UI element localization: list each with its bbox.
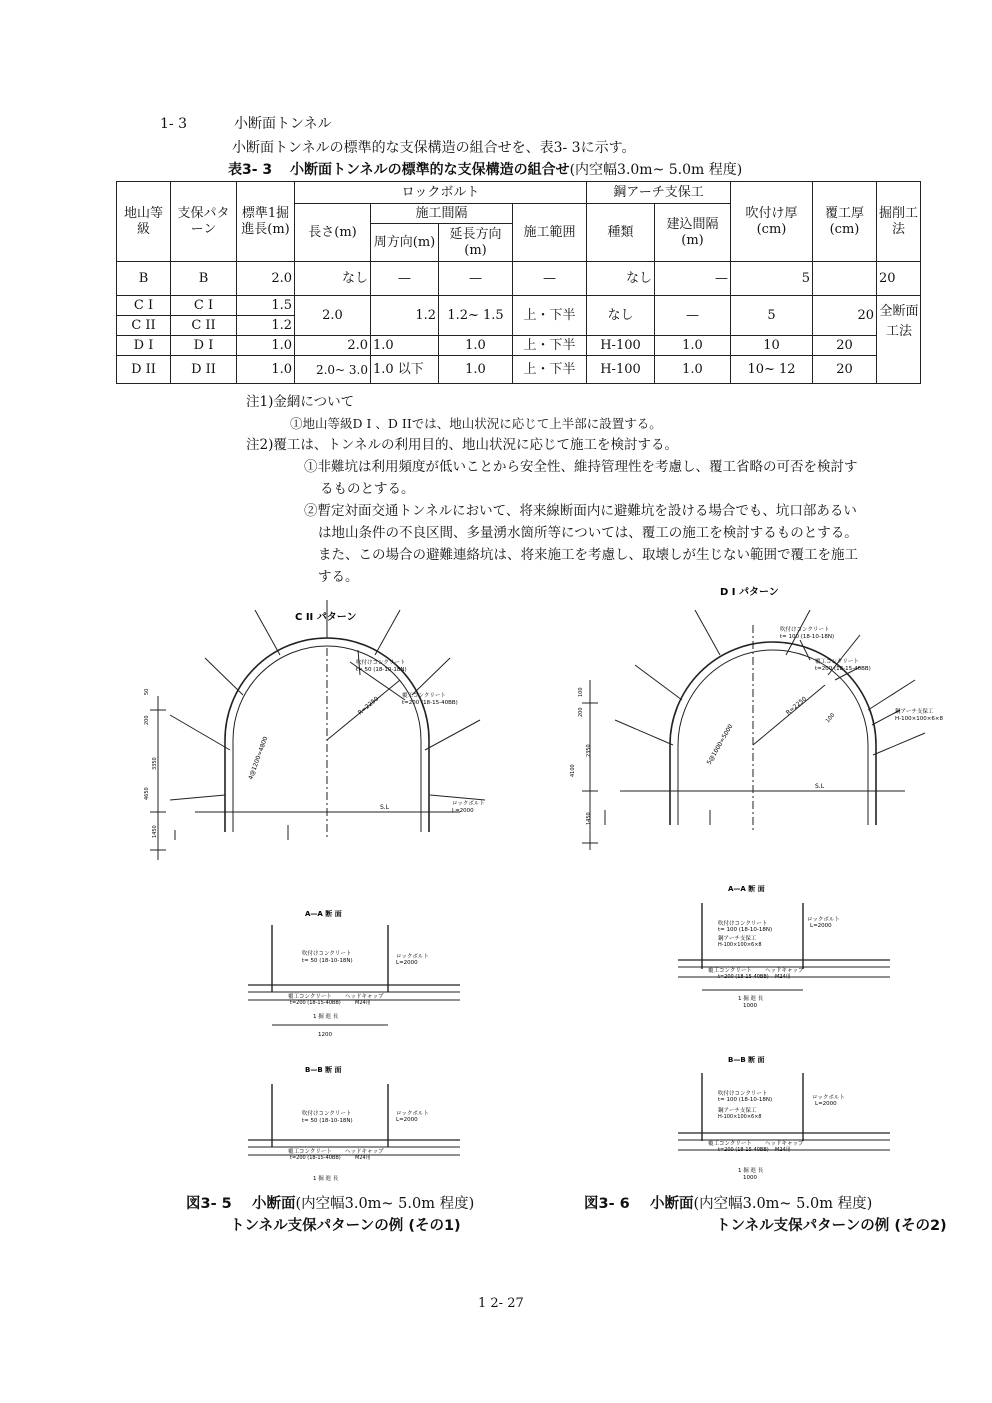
header-grade: 地山等級 bbox=[117, 182, 171, 262]
drawing-c2-pattern bbox=[130, 600, 560, 1190]
svg-text:鋼アーチ支保工: 鋼アーチ支保工 bbox=[718, 936, 757, 942]
svg-text:4650: 4650 bbox=[144, 787, 150, 800]
note-2-item2d: する。 bbox=[318, 569, 359, 585]
label-bolt-l: L=2000 bbox=[452, 808, 474, 814]
label-lining: 覆工コンクリート bbox=[402, 693, 446, 699]
note-1-title: 注1)金網について bbox=[246, 394, 355, 410]
svg-text:100: 100 bbox=[578, 687, 584, 697]
drawing-title: D I パターン bbox=[720, 587, 779, 598]
svg-text:1000: 1000 bbox=[743, 1003, 757, 1009]
header-lining: 覆工厚(cm) bbox=[813, 182, 877, 262]
header-pattern: 支保パターン bbox=[171, 182, 237, 262]
svg-text:H-100×100×6×8: H-100×100×6×8 bbox=[718, 942, 762, 948]
svg-text:t= 100 (18-10-18N): t= 100 (18-10-18N) bbox=[780, 634, 835, 640]
note-2-item2b: は地山条件の不良区間、多量湧水箇所等については、覆工の施工を検討するものとする。 bbox=[318, 525, 858, 541]
drawing-title: C II パターン bbox=[295, 612, 357, 623]
svg-text:ロックボルト: ロックボルト bbox=[812, 1095, 845, 1101]
svg-text:L=2000: L=2000 bbox=[815, 1101, 837, 1107]
svg-text:t= 100 (18-10-18N): t= 100 (18-10-18N) bbox=[718, 927, 773, 933]
svg-text:t=200 (18-15-40BB): t=200 (18-15-40BB) bbox=[718, 1147, 769, 1153]
header-advance: 標準1掘進長(m) bbox=[237, 182, 295, 262]
svg-text:t=200 (18-15-40BB): t=200 (18-15-40BB) bbox=[290, 1155, 341, 1161]
note-2-item2c: また、この場合の避難連絡坑は、将来施工を考慮し、取壊しが生じない範囲で覆工を施工 bbox=[318, 547, 858, 563]
svg-text:t=200 (18-15-40BB): t=200 (18-15-40BB) bbox=[718, 974, 769, 980]
svg-text:吹付けコンクリート: 吹付けコンクリート bbox=[780, 627, 830, 633]
svg-text:100: 100 bbox=[824, 712, 837, 725]
table-row: D I D I 1.0 2.0 1.0 1.0 上・下半 H-100 1.0 10 20 bbox=[117, 336, 921, 356]
svg-text:2350: 2350 bbox=[586, 744, 592, 757]
label-radius: R=2250 bbox=[356, 695, 381, 717]
header-range: 施工範囲 bbox=[513, 204, 587, 262]
svg-text:R=2250: R=2250 bbox=[784, 695, 809, 717]
note-1-item: ①地山等級D I 、D IIでは、地山状況に応じて上半部に設置する。 bbox=[290, 416, 662, 431]
svg-text:鋼アーチ支保工: 鋼アーチ支保工 bbox=[895, 709, 934, 715]
svg-text:覆工コンクリート: 覆工コンクリート bbox=[288, 994, 332, 1000]
svg-text:M24用: M24用 bbox=[775, 1147, 791, 1153]
svg-text:t=200 (18-15-40BB): t=200 (18-15-40BB) bbox=[815, 666, 871, 672]
note-2-item1a: ①非難坑は利用頻度が低いことから安全性、維持管理性を考慮し、覆工省略の可否を検討す bbox=[304, 459, 858, 475]
table-row: D II D II 1.0 2.0~ 3.0 1.0 以下 1.0 上・下半 H-100 1.0 10~ 12 20 bbox=[117, 356, 921, 384]
svg-text:L=2000: L=2000 bbox=[810, 923, 832, 929]
svg-text:ヘッドキャップ: ヘッドキャップ bbox=[765, 968, 804, 974]
header-steel-spacing: 建込間隔(m) bbox=[655, 204, 731, 262]
svg-text:M24用: M24用 bbox=[355, 1000, 371, 1006]
section-aa-title: A—A 断 面 bbox=[305, 910, 342, 918]
section-bb-title: B—B 断 面 bbox=[305, 1066, 342, 1074]
header-steel-arch: 鋼アーチ支保工 bbox=[587, 182, 731, 204]
svg-text:t=200 (18-15-40BB): t=200 (18-15-40BB) bbox=[290, 1000, 341, 1006]
label-bolt: ロックボルト bbox=[452, 801, 485, 807]
svg-text:L=2000: L=2000 bbox=[396, 1117, 418, 1123]
svg-text:ヘッドキャップ: ヘッドキャップ bbox=[345, 1149, 384, 1155]
svg-text:t= 50 (18-10-18N): t= 50 (18-10-18N) bbox=[302, 1118, 353, 1124]
page-number: 1 2- 27 bbox=[478, 1296, 524, 1311]
header-circ: 周方向(m) bbox=[371, 224, 439, 262]
svg-text:200: 200 bbox=[578, 707, 584, 717]
fig-right-caption: 図3- 6 小断面(内空幅3.0m~ 5.0m 程度) bbox=[584, 1196, 873, 1212]
fig-left-subcaption: トンネル支保パターンの例 (その1) bbox=[230, 1218, 461, 1234]
table-row: C I C I 1.5 2.0 1.2 1.2~ 1.5 上・下半 なし — 5 20 全断面工法 bbox=[117, 296, 921, 316]
svg-text:ロックボルト: ロックボルト bbox=[396, 954, 429, 960]
note-2-item1b: るものとする。 bbox=[320, 481, 415, 497]
table-caption bbox=[228, 160, 742, 180]
table-row: B B 2.0 なし — — — なし — 5 20 bbox=[117, 262, 921, 296]
svg-text:1 掘 進 長: 1 掘 進 長 bbox=[738, 996, 764, 1002]
header-rockbolt: ロックボルト bbox=[295, 182, 587, 204]
svg-text:吹付けコンクリート: 吹付けコンクリート bbox=[718, 921, 768, 927]
drawing-d1-pattern bbox=[560, 585, 980, 1190]
label-shotcrete: 吹付けコンクリート bbox=[356, 660, 406, 666]
label-sl: S.L bbox=[380, 804, 390, 811]
intro-text: 小断面トンネルの標準的な支保構造の組合せを、表3- 3に示す。 bbox=[232, 140, 636, 156]
svg-text:5@1000=5000: 5@1000=5000 bbox=[705, 723, 735, 766]
svg-text:覆工コンクリート: 覆工コンクリート bbox=[288, 1149, 332, 1155]
svg-text:H-100×100×6×8: H-100×100×6×8 bbox=[718, 1114, 762, 1120]
support-structure-table bbox=[116, 181, 921, 384]
section-number: 1- 3 bbox=[160, 116, 187, 132]
svg-text:吹付けコンクリート: 吹付けコンクリート bbox=[302, 1111, 352, 1117]
svg-text:覆工コンクリート: 覆工コンクリート bbox=[708, 1141, 752, 1147]
svg-text:M24用: M24用 bbox=[355, 1155, 371, 1161]
method-merged: 全断面工法 bbox=[877, 296, 921, 384]
svg-text:1450: 1450 bbox=[152, 825, 158, 838]
svg-text:4100: 4100 bbox=[570, 764, 576, 777]
svg-text:鋼アーチ支保工: 鋼アーチ支保工 bbox=[718, 1108, 757, 1114]
svg-text:1200: 1200 bbox=[318, 1032, 332, 1038]
svg-text:ヘッドキャップ: ヘッドキャップ bbox=[345, 994, 384, 1000]
svg-text:吹付けコンクリート: 吹付けコンクリート bbox=[302, 951, 352, 957]
svg-text:吹付けコンクリート: 吹付けコンクリート bbox=[718, 1091, 768, 1097]
svg-text:ロックボルト: ロックボルト bbox=[396, 1111, 429, 1117]
svg-text:S.L: S.L bbox=[815, 783, 825, 790]
svg-text:ロックボルト: ロックボルト bbox=[807, 917, 840, 923]
svg-text:t= 100 (18-10-18N): t= 100 (18-10-18N) bbox=[718, 1097, 773, 1103]
header-excavation: 掘削工法 bbox=[877, 182, 921, 262]
svg-text:ヘッドキャップ: ヘッドキャップ bbox=[765, 1141, 804, 1147]
label-shotcrete-t: t= 50 (18-10-18N) bbox=[356, 667, 407, 673]
svg-text:1 掘 進 長: 1 掘 進 長 bbox=[313, 1176, 339, 1182]
svg-text:A—A 断 面: A—A 断 面 bbox=[728, 885, 765, 893]
header-length: 長さ(m) bbox=[295, 204, 371, 262]
fig-left-caption: 図3- 5 小断面(内空幅3.0m~ 5.0m 程度) bbox=[186, 1196, 475, 1212]
table-row: C II C II 1.2 bbox=[117, 316, 921, 336]
section-title: 小断面トンネル bbox=[234, 116, 332, 132]
label-lining-t: t=200 (18-15-40BB) bbox=[402, 700, 458, 706]
svg-text:3350: 3350 bbox=[152, 757, 158, 770]
svg-text:L=2000: L=2000 bbox=[396, 960, 418, 966]
fig-right-subcaption: トンネル支保パターンの例 (その2) bbox=[716, 1218, 947, 1234]
note-2-title: 注2)覆工は、トンネルの利用目的、地山状況に応じて施工を検討する。 bbox=[246, 437, 678, 453]
header-longi: 延長方向(m) bbox=[439, 224, 513, 262]
svg-text:B—B 断 面: B—B 断 面 bbox=[728, 1056, 765, 1064]
header-spacing: 施工間隔 bbox=[371, 204, 513, 224]
svg-text:1000: 1000 bbox=[743, 1175, 757, 1181]
svg-text:1 掘 進 長: 1 掘 進 長 bbox=[738, 1168, 764, 1174]
svg-text:200: 200 bbox=[144, 715, 150, 725]
table-caption-title: 小断面トンネルの標準的な支保構造の組合せ bbox=[289, 162, 570, 178]
svg-text:覆工コンクリート: 覆工コンクリート bbox=[815, 659, 859, 665]
header-shotcrete: 吹付け厚(cm) bbox=[731, 182, 813, 262]
svg-text:1 掘 進 長: 1 掘 進 長 bbox=[313, 1014, 339, 1020]
svg-text:M24用: M24用 bbox=[775, 974, 791, 980]
header-steel-type: 種類 bbox=[587, 204, 655, 262]
svg-text:50: 50 bbox=[144, 688, 150, 695]
svg-text:覆工コンクリート: 覆工コンクリート bbox=[708, 968, 752, 974]
label-pitch: 4@1200=4800 bbox=[247, 735, 270, 781]
svg-text:H-100×100×6×8: H-100×100×6×8 bbox=[895, 716, 943, 722]
table-caption-label: 表3- 3 bbox=[228, 162, 273, 178]
svg-text:t= 50 (18-10-18N): t= 50 (18-10-18N) bbox=[302, 958, 353, 964]
note-2-item2a: ②暫定対面交通トンネルにおいて、将来線断面内に避難坑を設ける場合でも、坑口部あるい bbox=[304, 503, 857, 519]
table-caption-range: (内空幅3.0m~ 5.0m 程度) bbox=[569, 162, 743, 178]
svg-text:1450: 1450 bbox=[586, 812, 592, 825]
